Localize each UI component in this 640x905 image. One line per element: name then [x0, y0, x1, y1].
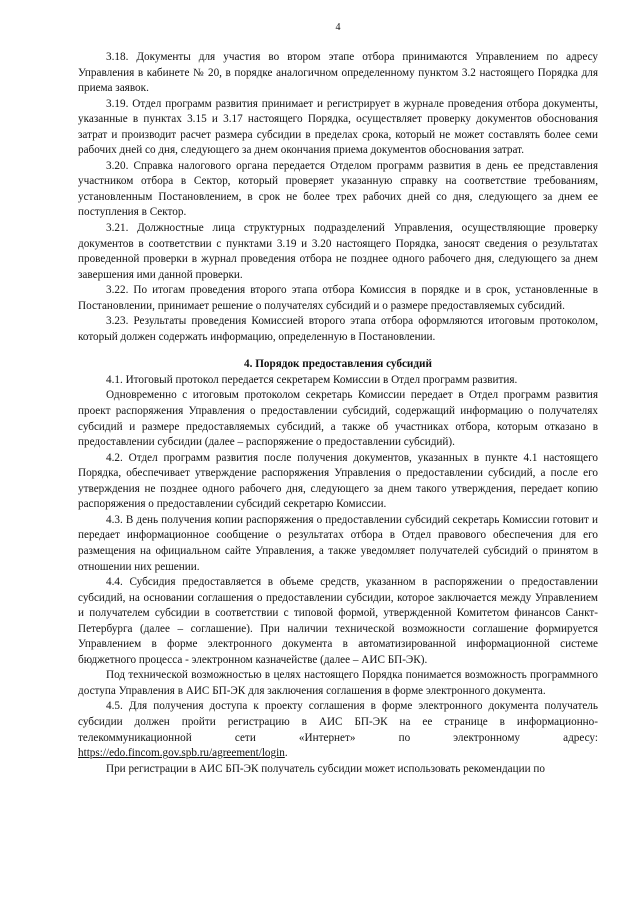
paragraph-4-5: [78, 699, 598, 761]
agreement-login-link[interactable]: https://edo.fincom.gov.spb.ru/agreement/login: [78, 747, 285, 760]
paragraph-4-4-cont: Под технической возможностью в целях настоящего Порядка понимается возможность программного доступа Управления в АИС БП-ЭК для заключения соглашения в форме электронного документа.: [78, 669, 598, 697]
paragraph-4-1: 4.1. Итоговый протокол передается секретарем Комиссии в Отдел программ развития.: [106, 373, 518, 386]
section-heading: 4. Порядок предоставления субсидий: [244, 358, 432, 371]
paragraph-4-4: 4.4. Субсидия предоставляется в объеме средств, указанном в распоряжении о предоставлении субсидий, на основании соглашения о предоставлении субсидии, которое заключается между Управлением и получателем субсидии в соответствии с типовой формой, утвержденной Комитетом финансов Санкт-Петербурга (далее – соглашение). При наличии технической возможности соглашение формируется Управлением в форме электронного документа в автоматизированной информационной системе бюджетного процесса - электронном казначействе (далее – АИС БП-ЭК).: [78, 576, 598, 666]
paragraph-3-21: 3.21. Должностные лица структурных подразделений Управления, осуществляющие проверку документов в соответствии с пунктами 3.19 и 3.20 настоящего Порядка, заносят сведения о результатах проведенной проверки в журнал проведения отбора не позднее одного рабочего дня, следующего за днем завершения ими данной проверки.: [78, 222, 598, 281]
page-number: 4: [335, 22, 341, 33]
paragraph-3-22: 3.22. По итогам проведения второго этапа отбора Комиссия в порядке и в срок, установленные в Постановлении, принимает решение о получателях субсидий и о размере предоставляемых субсидий.: [78, 284, 598, 312]
paragraph-3-19: 3.19. Отдел программ развития принимает и регистрирует в журнале проведения отбора документы, указанные в пунктах 3.15 и 3.17 настоящего Порядка, осуществляет проверку документов обоснования затрат и производит расчет размера субсидии в пределах срока, который не может составлять более семи рабочих дней со дня, следующего за днем окончания приема документов обоснования затрат.: [78, 97, 598, 157]
paragraph-4-5-end: .: [284, 747, 288, 760]
paragraph-4-3: 4.3. В день получения копии распоряжения о предоставлении субсидий секретарь Комиссии готовит и передает информационное сообщение о результатах отбора в Отдел правового обеспечения для его размещения на официальном сайте Управления, а также уведомляет получателей субсидий о принятом в отношении них решении.: [78, 513, 598, 573]
paragraph-4-5-text: 4.5. Для получения доступа к проекту соглашения в форме электронного документа получатель субсидии должен пройти регистрацию в АИС БП-ЭК на ее странице в информационно-телекоммуникационной сети «Интернет» по электронному адресу:: [78, 700, 598, 744]
paragraph-4-1-cont: Одновременно с итоговым протоколом секретарь Комиссии передает в Отдел программ развития проект распоряжения Управления о предоставлении субсидий, содержащий информацию о получателях субсидий и размере предоставляемых субсидий, а также об участниках отбора, которым отказано в предоставлении субсидии (далее – распоряжение о предоставлении субсидий).: [78, 389, 598, 449]
paragraph-3-23: 3.23. Результаты проведения Комиссией второго этапа отбора оформляются итоговым протоколом, который должен содержать информацию, определенную в Постановлении.: [78, 315, 598, 343]
paragraph-last: При регистрации в АИС БП-ЭК получатель субсидии может использовать рекомендации по: [106, 762, 545, 775]
paragraph-4-2: 4.2. Отдел программ развития после получения документов, указанных в пункте 4.1 настоящего Порядка, обеспечивает утверждение распоряжения Управления о предоставлении субсидий, а после его утверждения не позднее одного рабочего дня, следующего за днем такого утверждения, передает копию распоряжения о предоставлении субсидий секретарю Комиссии.: [78, 451, 598, 511]
document-body: [78, 50, 598, 777]
paragraph-3-18: 3.18. Документы для участия во втором этапе отбора принимаются Управлением по адресу Управления в кабинете № 20, в порядке аналогичном определенному пунктом 3.2 настоящего Порядка для приема заявок.: [78, 51, 598, 95]
paragraph-3-20: 3.20. Справка налогового органа передается Отделом программ развития в день ее представления участником отбора в Сектор, который проверяет указанную справку на соответствие требованиям, установленным Постановлением, в срок не более трех рабочих дней со дня, следующего за днем ее поступления в Сектор.: [78, 159, 598, 219]
